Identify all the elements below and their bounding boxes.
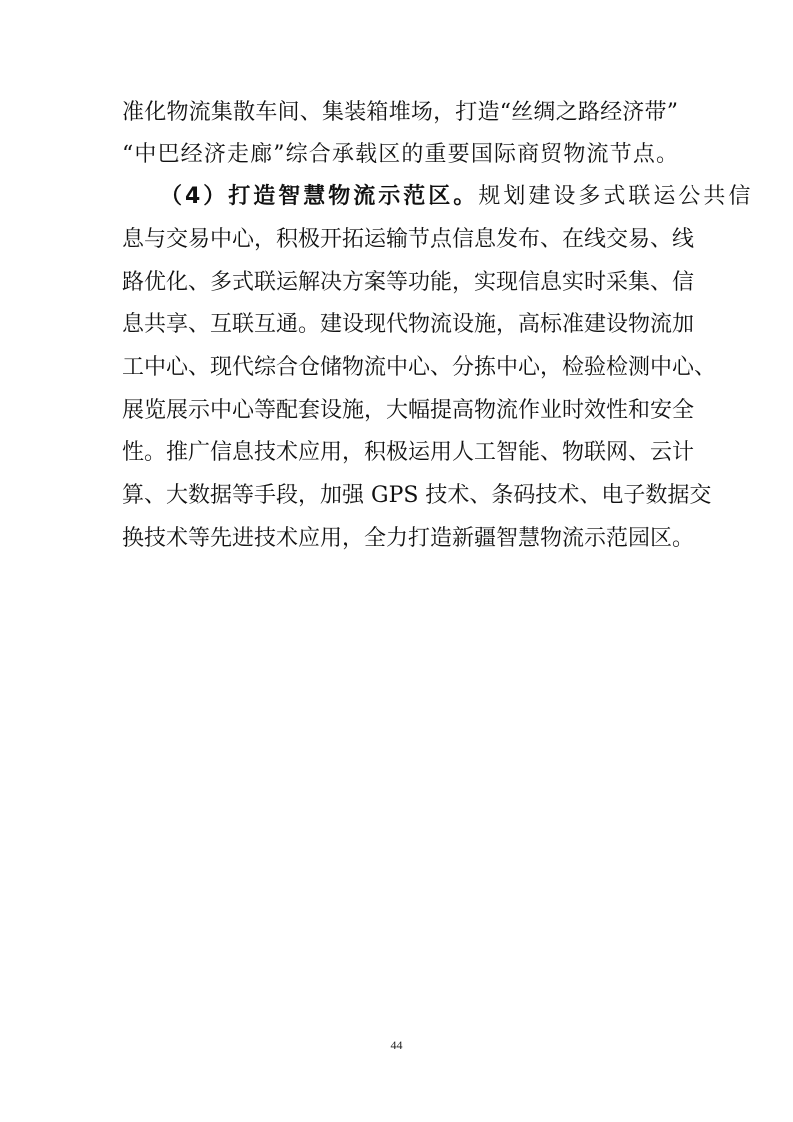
section-intro-text: 规划建设多式联运公共信	[478, 184, 754, 209]
body-text-line: 准化物流集散车间、集装箱堆场，打造“丝绸之路经济带”	[122, 100, 678, 125]
body-text-line: 路优化、多式联运解决方案等功能，实现信息实时采集、信	[122, 270, 695, 295]
body-text-line: 工中心、现代综合仓储物流中心、分拣中心，检验检测中心、	[122, 355, 717, 380]
page-number: 44	[390, 1038, 403, 1052]
body-text-line: 性。推广信息技术应用，积极运用人工智能、物联网、云计	[122, 440, 695, 465]
body-text-line: 算、大数据等手段，加强 GPS 技术、条码技术、电子数据交	[122, 483, 712, 508]
body-text-line: 换技术等先进技术应用，全力打造新疆智慧物流示范园区。	[122, 526, 695, 551]
body-text-line: “中巴经济走廊”综合承载区的重要国际商贸物流节点。	[122, 142, 678, 167]
body-text-line: 展览展示中心等配套设施，大幅提高物流作业时效性和安全	[122, 398, 695, 423]
body-text-line: 息共享、互联互通。建设现代物流设施，高标准建设物流加	[122, 312, 695, 337]
section-paragraph-first-line	[160, 182, 754, 212]
body-text-line: 息与交易中心，积极开拓运输节点信息发布、在线交易、线	[122, 227, 695, 252]
section-heading: （4）打造智慧物流示范区。	[160, 184, 479, 209]
